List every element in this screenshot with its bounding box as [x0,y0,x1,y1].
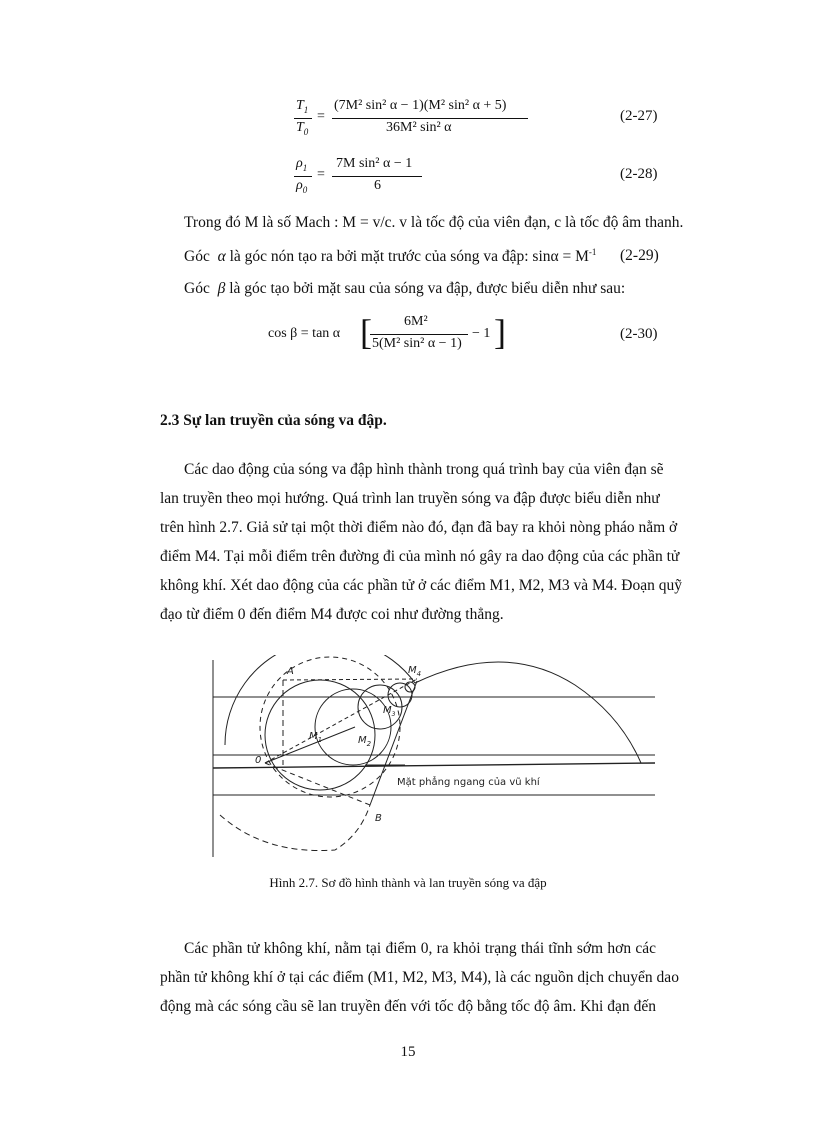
wave-circle-m2 [315,689,391,765]
eq30-inner-denominator: 5(M² sin² α − 1) [372,336,462,351]
eq28-rhs-numerator: 7M sin² α − 1 [336,156,413,171]
label-m3: $M_3$ [383,705,396,718]
eq29-number: (2-29) [620,247,659,264]
eq28-rhs-denominator: 6 [374,178,381,193]
eq30-lhs: cos β = tan α [268,326,341,341]
eq27-lhs-numerator: $T_1$ [296,98,309,115]
trajectory-line [213,763,655,768]
equation-2-28: $\rho_1$ $\rho_0$ = 7M sin² α − 1 6 [290,156,490,204]
wave-arc-left [225,655,415,745]
beta-definition: Góc β là góc tạo bởi mặt sau của sóng va đập, được biểu diễn như sau: [184,280,626,297]
line-o-b [265,763,370,805]
paragraph-1 [160,455,682,629]
paragraph-2 [160,934,679,1021]
paragraph-2-line: Các phần tử không khí, nằm tại điểm 0, ra khỏi trạng thái tĩnh sớm hơn các [184,940,656,957]
label-m2: $M_2$ [358,735,372,748]
paragraph-1-line: đạo từ điểm 0 đến điểm M4 được coi như đường thẳng. [160,606,504,623]
label-a: A [287,666,294,677]
paragraph-1-line: lan truyền theo mọi hướng. Quá trình lan truyền sóng va đập được biểu diễn như [160,490,660,507]
alpha-definition: Góc α là góc nón tạo ra bởi mặt trước của sóng va đập: $\sin\alpha = M^{-1}$ [184,247,597,266]
eq30-inner-numerator: 6M² [404,314,428,329]
figure-caption: Hình 2.7. Sơ đồ hình thành và lan truyền sóng va đập [269,875,547,890]
paragraph-1-line: trên hình 2.7. Giả sử tại một thời điểm nào đó, đạn đã bay ra khỏi nòng pháo nằm ở [160,519,678,536]
wave-circle-large [260,657,400,797]
shock-wave-diagram [205,655,665,865]
eq28-lhs-numerator: $\rho_1$ [296,156,308,173]
equation-2-30: cos β = tan α [ 6M² 5(M² sin² α − 1) − 1 ] [268,312,506,352]
label-m4: $M_4$ [408,665,422,678]
eq27-rhs-denominator: 36M² sin² α [386,120,452,135]
label-m1: $M_1$ [309,731,323,744]
paragraph-1-line: điểm M4. Tại mỗi điểm trên đường đi của mình nó gây ra dao động của các phần tử [160,548,680,565]
wave-circle-m3 [358,685,402,729]
label-b: B [375,813,382,824]
page-number: 15 [400,1044,416,1060]
eq27-rhs-numerator: (7M² sin² α − 1)(M² sin² α + 5) [334,98,507,113]
eq28-number: (2-28) [620,166,658,182]
paragraph-1-line: Các dao động của sóng va đập hình thành trong quá trình bay của viên đạn sẽ [184,461,664,478]
mach-definition: Trong đó M là số Mach : M = v/c. v là tốc độ của viên đạn, c là tốc độ âm thanh. [184,214,684,231]
lower-envelope [220,805,370,851]
eq28-lhs-denominator: $\rho_0$ [296,178,308,195]
plane-label: Mặt phẳng ngang của vũ khí [397,777,540,788]
eq30-number: (2-30) [620,326,658,342]
paragraph-1-line: không khí. Xét dao động của các phần tử ở các điểm M1, M2, M3 và M4. Đoạn quỹ [160,577,682,594]
eq27-lhs-denominator: $T_0$ [296,120,309,137]
vector-o-m4 [265,679,417,763]
equation-2-27: $T_1$ $T_0$ = (7M² sin² α − 1)(M² sin² α + 5) 36M² sin² α [290,98,540,146]
paragraph-2-line: động mà các sóng cầu sẽ lan truyền đến với tốc độ bằng tốc độ âm. Khi đạn đến [160,998,656,1015]
section-heading: 2.3 Sự lan truyền của sóng va đập. [160,412,387,429]
paragraph-2-line: phần tử không khí ở tại các điểm (M1, M2, M3, M4), là các nguồn dịch chuyển dao [160,969,679,986]
eq27-number: (2-27) [620,108,658,124]
wavefront-line-top [283,679,417,680]
eq30-tail: − 1 [472,326,491,341]
label-o: 0 [255,755,262,766]
wave-arc-right [415,662,641,763]
